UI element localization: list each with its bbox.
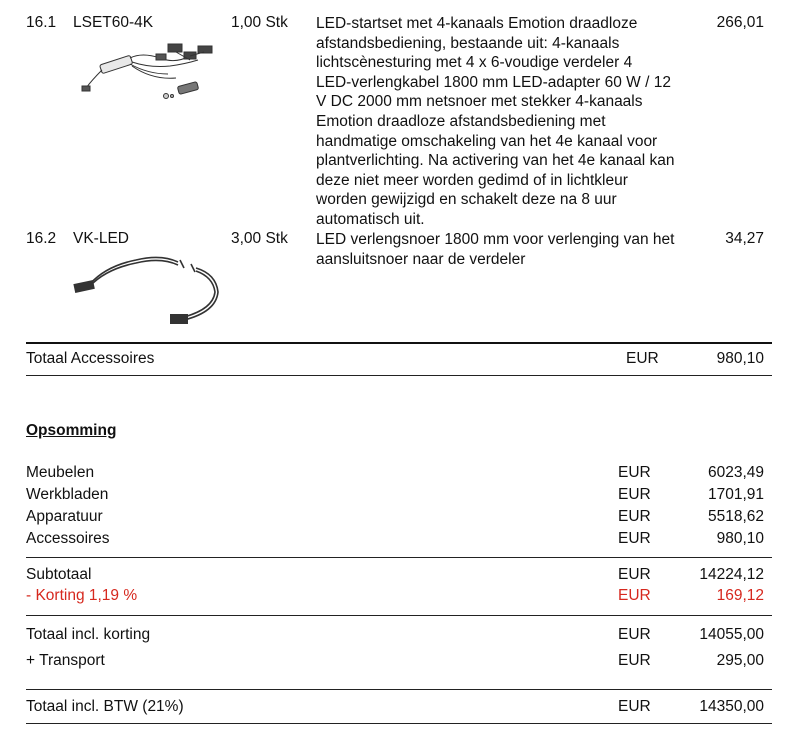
item-quantity: 1,00 Stk — [231, 14, 288, 31]
total-incl-discount-label: Totaal incl. korting — [26, 626, 151, 643]
total-incl-vat-currency: EUR — [618, 698, 651, 715]
summary-row-currency: EUR — [618, 486, 651, 503]
discount-currency: EUR — [618, 587, 651, 604]
subtotal-amount: 14224,12 — [699, 566, 764, 583]
summary-row-amount: 5518,62 — [707, 508, 764, 525]
item-number: 16.2 — [26, 230, 57, 247]
divider — [26, 615, 772, 616]
discount-amount: 169,12 — [716, 587, 764, 604]
total-incl-discount-amount: 14055,00 — [699, 626, 764, 643]
summary-row-currency: EUR — [618, 508, 651, 525]
total-incl-vat-label: Totaal incl. BTW (21%) — [26, 698, 184, 715]
transport-amount: 295,00 — [716, 652, 764, 669]
summary-row-amount: 1701,91 — [707, 486, 764, 503]
divider — [26, 557, 772, 558]
led-kit-image — [80, 38, 220, 110]
transport-currency: EUR — [618, 652, 651, 669]
extension-cable-image — [66, 248, 236, 336]
total-accessories-currency: EUR — [626, 350, 659, 367]
item-price: 266,01 — [716, 14, 764, 31]
total-accessories-amount: 980,10 — [716, 350, 764, 367]
discount-label: - Korting 1,19 % — [26, 587, 138, 604]
summary-row-label: Accessoires — [26, 530, 110, 547]
summary-row-amount: 6023,49 — [707, 464, 764, 481]
summary-row-currency: EUR — [618, 530, 651, 547]
summary-row-label: Werkbladen — [26, 486, 109, 503]
summary-row-currency: EUR — [618, 464, 651, 481]
subtotal-currency: EUR — [618, 566, 651, 583]
total-accessories-label: Totaal Accessoires — [26, 350, 155, 367]
total-incl-discount-currency: EUR — [618, 626, 651, 643]
item-number: 16.1 — [26, 14, 57, 31]
item-price: 34,27 — [725, 230, 764, 247]
total-incl-vat-amount: 14350,00 — [699, 698, 764, 715]
summary-heading: Opsomming — [26, 422, 117, 439]
item-description: LED-startset met 4-kanaals Emotion draadloze afstandsbediening, bestaande uit: 4-kanaals lichtscènesturing met 4 x 6-voudige verdeler 4 LED-verlengkabel 1800 mm LED-adapter 60 W / 12 V DC 2000 mm netsnoer met stekker 4-kanaals Emotion draadloze afstandsbediening met handmatige omschakeling van het 4e kanaal voor plantverlichting. Na activering van het 4e kanaal kan deze niet meer worden gedimd of in lichtkleur worden gewijzigd en schakelt deze na 8 uur automatisch uit. — [316, 15, 675, 228]
transport-label: + Transport — [26, 652, 105, 669]
item-code: VK-LED — [73, 230, 129, 247]
item-description: LED verlengsnoer 1800 mm voor verlenging van het aansluitsnoer naar de verdeler — [316, 231, 675, 268]
item-code: LSET60-4K — [73, 14, 154, 31]
subtotal-label: Subtotaal — [26, 566, 92, 583]
divider — [26, 689, 772, 690]
divider — [26, 342, 772, 344]
summary-row-label: Apparatuur — [26, 508, 103, 525]
item-quantity: 3,00 Stk — [231, 230, 288, 247]
summary-row-label: Meubelen — [26, 464, 95, 481]
divider — [26, 723, 772, 724]
divider — [26, 375, 772, 376]
summary-row-amount: 980,10 — [716, 530, 764, 547]
